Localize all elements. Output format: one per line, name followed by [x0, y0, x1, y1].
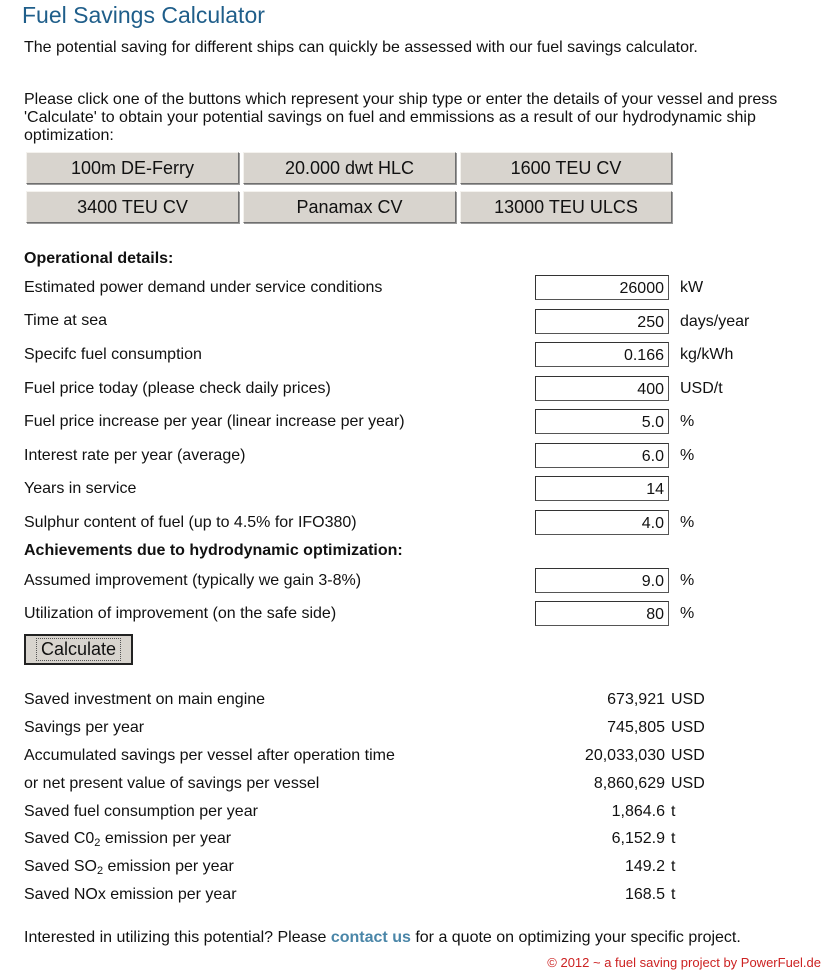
result-value-co2: 6,152.9 — [611, 830, 665, 847]
result-unit-npv: USD — [671, 775, 705, 792]
result-unit-accumulated: USD — [671, 747, 705, 764]
utilization-unit: % — [680, 605, 695, 622]
ship-button-1600-teu[interactable]: 1600 TEU CV — [460, 152, 672, 184]
instructions-text: Please click one of the buttons which represent your ship type or enter the details of your vessel and press 'Calculate' to obtain your potential savings on fuel and emmissions as a result of our hydrodynamic ship optimization: — [24, 91, 778, 144]
time-at-sea-unit: days/year — [680, 313, 750, 330]
co2-subscript: 2 — [94, 837, 101, 849]
sulphur-content-input[interactable] — [535, 510, 669, 535]
operational-heading: Operational details: — [24, 250, 174, 267]
fuel-price-increase-input[interactable] — [535, 409, 669, 434]
result-label-accumulated: Accumulated savings per vessel after operation time — [24, 747, 395, 764]
page-title: Fuel Savings Calculator — [22, 2, 265, 28]
result-value-fuel: 1,864.6 — [611, 803, 665, 820]
fuel-price-unit: USD/t — [680, 380, 723, 397]
result-unit-so2: t — [671, 858, 676, 875]
footer-after: for a quote on optimizing your specific project. — [410, 929, 741, 946]
contact-us-link[interactable]: contact us — [330, 929, 411, 946]
so2-label-pre: Saved SO — [24, 858, 97, 875]
co2-label-post: emission per year — [100, 830, 232, 847]
calculate-label: Calculate — [36, 638, 121, 661]
result-label-so2 — [24, 858, 234, 876]
result-value-nox: 168.5 — [624, 886, 665, 903]
time-at-sea-label: Time at sea — [24, 312, 107, 329]
copyright-text: © 2012 ~ a fuel saving project by PowerFuel.de — [547, 955, 821, 970]
sulphur-content-label: Sulphur content of fuel (up to 4.5% for IFO380) — [24, 514, 357, 531]
result-label-co2 — [24, 830, 231, 848]
interest-rate-label: Interest rate per year (average) — [24, 447, 246, 464]
fuel-consumption-input[interactable] — [535, 342, 669, 367]
assumed-improvement-unit: % — [680, 572, 695, 589]
ship-button-panamax[interactable]: Panamax CV — [243, 191, 456, 223]
result-label-npv: or net present value of savings per vessel — [24, 775, 320, 792]
utilization-label: Utilization of improvement (on the safe side) — [24, 605, 337, 622]
fuel-price-increase-unit: % — [680, 413, 695, 430]
result-label-nox: Saved NOx emission per year — [24, 886, 237, 903]
ship-button-ulcs[interactable]: 13000 TEU ULCS — [460, 191, 672, 223]
assumed-improvement-input[interactable] — [535, 568, 669, 593]
fuel-price-increase-label: Fuel price increase per year (linear increase per year) — [24, 413, 405, 430]
interest-rate-unit: % — [680, 447, 695, 464]
calculate-button[interactable] — [24, 634, 133, 665]
utilization-input[interactable] — [535, 601, 669, 626]
result-label-fuel: Saved fuel consumption per year — [24, 803, 258, 820]
footer-text — [24, 929, 741, 947]
result-value-npv: 8,860,629 — [593, 775, 665, 792]
fuel-price-input[interactable] — [535, 376, 669, 401]
fuel-consumption-unit: kg/kWh — [680, 346, 734, 363]
ship-button-3400-teu[interactable]: 3400 TEU CV — [26, 191, 239, 223]
fuel-price-label: Fuel price today (please check daily prices) — [24, 380, 331, 397]
result-unit-nox: t — [671, 886, 676, 903]
footer-before: Interested in utilizing this potential? Please — [24, 929, 331, 946]
so2-subscript: 2 — [96, 865, 104, 877]
result-unit-savings-year: USD — [671, 719, 705, 736]
assumed-improvement-label: Assumed improvement (typically we gain 3-8%) — [24, 572, 362, 589]
fuel-consumption-label: Specifc fuel consumption — [24, 346, 202, 363]
intro-text: The potential saving for different ships can quickly be assessed with our fuel savings calculator. — [24, 39, 698, 56]
result-label-savings-year: Savings per year — [24, 719, 145, 736]
interest-rate-input[interactable] — [535, 443, 669, 468]
ship-button-hlc[interactable]: 20.000 dwt HLC — [243, 152, 456, 184]
result-value-so2: 149.2 — [624, 858, 665, 875]
power-demand-input[interactable] — [535, 275, 669, 300]
time-at-sea-input[interactable] — [535, 309, 669, 334]
years-in-service-input[interactable] — [535, 476, 669, 501]
result-unit-engine: USD — [671, 691, 705, 708]
years-in-service-label: Years in service — [24, 480, 137, 497]
power-demand-label: Estimated power demand under service conditions — [24, 279, 383, 296]
result-unit-fuel: t — [671, 803, 676, 820]
ship-button-de-ferry[interactable]: 100m DE-Ferry — [26, 152, 239, 184]
result-value-engine: 673,921 — [607, 691, 665, 708]
result-value-savings-year: 745,805 — [607, 719, 665, 736]
power-demand-unit: kW — [680, 279, 704, 296]
achievements-heading: Achievements due to hydrodynamic optimization: — [24, 542, 403, 559]
co2-label-pre: Saved C0 — [24, 830, 95, 847]
result-label-engine: Saved investment on main engine — [24, 691, 266, 708]
result-unit-co2: t — [671, 830, 676, 847]
so2-label-post: emission per year — [103, 858, 234, 875]
sulphur-content-unit: % — [680, 514, 695, 531]
result-value-accumulated: 20,033,030 — [584, 747, 665, 764]
